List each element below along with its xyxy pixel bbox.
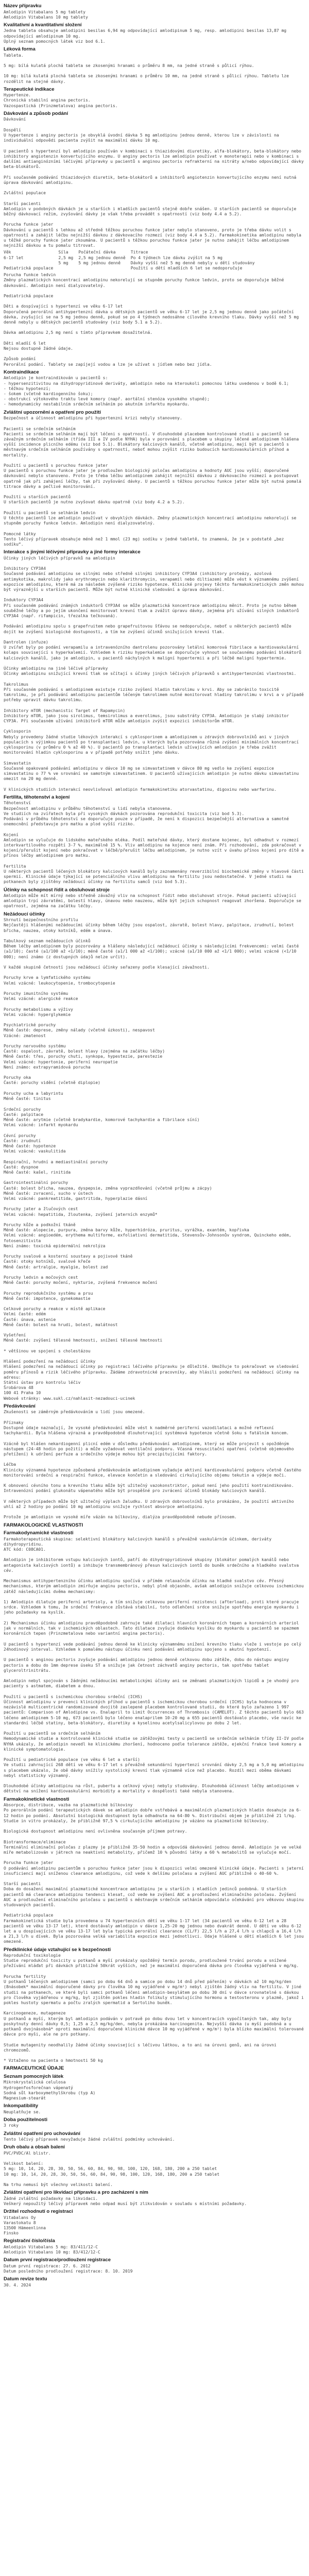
section-heading: Kvalitativní a kvantitativní složení (4, 22, 82, 28)
section-body-text: Amlodipin je kontraindikován u pacientů s: - hypersenzitivitou na dihydropyridinové deriváty, amlodipin nebo na kteroukoli pomocnou látku uvedenou v bodě 6.1; - těžkou hypotenzí; - šokem (včetně kardiogenního šoku); - obstrukcí výtokového traktu levé komory (např. aortální stenóza vysokého stupně); - hemodynamicky nestabilním srdečním selháním po akutním infarktu myokardu. (4, 376, 289, 407)
table-row (4, 256, 260, 261)
section-heading: Seznam pomocných látek (4, 2073, 64, 2079)
section-body-text: Mikrokrystalická celulosa Hydrogenfosforečnan vápenatý Sodná sůl karboxymethylškrobu (typ A) Magnesium-stearát (4, 2080, 96, 2100)
section-heading: Název přípravku (4, 3, 42, 9)
table-cell: Použití u dětí mladších 6 let se nedoporučuje (130, 266, 243, 271)
section-heading: Fertilita, těhotenství a kojení (4, 794, 70, 800)
table-cell: Počáteční dávka (78, 250, 116, 255)
section-body-text: Farmakoterapeutická skupina: selektivní blokátory kalciových kanálů s převážně vaskulárním účinkem, deriváty dihydropyridinu. ATC kód: C08CA01. Amlodipin je inhibitorem vstupu kalciových iontů, patří do dihydropyridinové skupiny (blokátor pomalých kanálů nebo antagonista kalciových iontů) a inhibuje transmembránový přesun kalciových iontů do buněk srdečního a hladkého svalstva cév. Mechanismus antihypertenzního účinku amlodipinu spočívá v přímém relaxačním účinku na hladké svalstvo cév. Přesný mechanismus, kterým amlodipin zmírňuje anginu pectoris, nebyl plně objasněn, avšak amlodipin snižuje celkovou ischemickou zátěž následujícími dvěma mechanismy: 1) Amlodipin dilatuje periferní arterioly, a tím snižuje celkovou periferní rezistenci (afterload), proti které pracuje srdce. Vzhledem k tomu, že srdeční frekvence zůstává stabilní, toto odlehčení srdce snižuje spotřebu energie myokardu i jeho požadavky na kyslík. 2) Mechanismus účinku amlodipinu pravděpodobně zahrnuje také dilataci hlavních koronárních tepen a koronárních arteriol jak v normálních, tak v ischemických oblastech. Tato dilatace zvyšuje dodávku kyslíku do myokardu u pacientů se spazmem koronárních tepen (Prinzmetalova nebo variantní angina pectoris). U pacientů s hypertenzí vede podávání jednou denně ke klinicky významnému snížení krevního tlaku vleže i vestoje po celý 24hodinový interval. Vzhledem k pomalému nástupu účinku není podávání amlodipinu spojeno s akutní hypotenzí. U pacientů s anginou pectoris zvyšuje podávání amlodipinu jednou denně celkovou dobu zátěže, dobu do nástupu anginy pectoris a dobu do 1mm deprese úseku ST a snižuje jak četnost záchvatů anginy pectoris, tak spotřebu tablet glyceroltrinitrátu. Amlodipin nebyl spojován s žádnými nežádoucími metabolickými účinky ani se změnami plazmatických lipidů a je vhodný pro pacienty s astmatem, diabetem a dnou. Použití u pacientů s ischemickou chorobou srdeční (ICHS) Účinnost amlodipinu v prevenci klinických příhod u pacientů s ischemickou chorobou srdeční (ICHS) byla hodnocena v nezávislé multicentrické randomizované dvojitě zaslepené placebem kontrolované studii, do které bylo zařazeno 1 997 pacientů: Comparison of Amlodipine vs. Enalapril to Limit Occurrences of Thrombosis (CAMELOT). Z těchto pacientů bylo 663 léčeno amlodipinem 5-10 mg, 673 pacientů bylo léčeno enalaprilem 10-20 mg a 655 pacientů dostávalo placebo, vše navíc ke standardní léčbě statiny, beta-blokátory, diuretiky a kyselinou acetylsalicylovou po dobu 2 let. Použití u pacientů se srdečním selháním Hemodynamické studie a kontrolované klinické studie se zátěžovými testy u pacientů se srdečním selháním třídy II-IV podle NYHA ukázaly, že amlodipin nevedl ke klinickému zhoršení, hodnoceno podle tolerance zátěže, ejekční frakce levé komory a klinické symptomatologie. Použití u pediatrické populace (ve věku 6 let a starší) Ve studii zahrnující 268 dětí ve věku 6-17 let s převážně sekundární hypertenzí srovnání dávky 2,5 mg a 5,0 mg amlodipinu s placebem ukázalo, že obě dávky snížily systolický krevní tlak významně více než placebo. Rozdíl mezi oběma dávkami nebyl statisticky významný. Dlouhodobé účinky amlodipinu na růst, pubertu a celkový vývoj nebyly studovány. Dlouhodobá účinnost léčby amlodipinem v dětství na snížení kardiovaskulární morbidity a mortality v dospělosti také nebyla stanovena. (4, 1536, 304, 1794)
section-datum-revize-textu (4, 2276, 305, 2288)
section-body-text: Absorpce, distribuce, vazba na plazmatické bílkoviny Po perorálním podání terapeutických dávek se amlodipin dobře vstřebává a maximálních plazmatických hladin dosahuje za 6-12 hodin po podání. Absolutní biologická dostupnost byla odhadnuta na 64-80 %. Distribuční objem je přibližně 21 l/kg. Studie in vitro prokázaly, že přibližně 97,5 % cirkulujícího amlodipinu je vázáno na plazmatické bílkoviny. Biologická dostupnost amlodipinu není ovlivněna současným příjmem potravy. Biotransformace/eliminace Terminální eliminační poločas z plazmy je přibližně 35-50 hodin a odpovídá dávkování jednou denně. Amlodipin je ve velké míře metabolizován v játrech na neaktivní metabolity, přičemž 10 % původní látky a 60 % metabolitů se vylučuje močí. Porucha funkce jater O podávání amlodipinu pacientům s poruchou funkce jater jsou k dispozici velmi omezené klinické údaje. Pacienti s jaterní insuficiencí mají sníženou clearance amlodipinu, což vede k delšímu poločasu a zvýšení AUC přibližně o 40-60 %. Starší pacienti Doba do dosažení maximální plazmatické koncentrace amlodipinu je u starších i mladších jedinců podobná. U starších pacientů má clearance amlodipinu tendenci klesat, což vede ke zvýšení AUC a prodloužení eliminačního poločasu. Zvýšení AUC a prodloužení eliminačního poločasu u pacientů s městnavým srdečním selháním odpovídalo očekávání pro věkovou skupinu studovaných pacientů. Pediatrická populace Farmakokinetická studie byla provedena u 74 hypertenzních dětí ve věku 1-17 let (34 pacientů ve věku 6-12 let a 28 pacientů ve věku 13-17 let), které dostávaly amlodipin v dávce 1,25-20 mg jednou nebo dvakrát denně. U dětí ve věku 6-12 let a u dospívajících ve věku 13-17 let byla typická perorální clearance (CL/F) 22,5 l/h a 27,4 l/h u chlapců a 16,4 l/h a 21,3 l/h u dívek. Byla pozorována velká variabilita expozice mezi jednotlivci. Údaje hlášené u dětí mladších 6 let jsou omezené. (4, 1803, 304, 1944)
section-body-text: Neuplatňuje se. (4, 2109, 41, 2114)
section-body-text: Tento léčivý přípravek nevyžaduje žádné zvláštní podmínky uchovávání. (4, 2137, 175, 2142)
section-heading: Předklinické údaje vztahující se k bezpečnosti (4, 1946, 111, 1953)
section-davkovani-a-zpusob-podani (4, 111, 305, 249)
table-row (4, 250, 260, 255)
section-interakce-s-jinymi-lecivymi-pripravky-a-jine-formy-interakce (4, 549, 305, 792)
section-continued (4, 273, 305, 367)
section-body-text: Porucha funkce ledvin Změny plazmatických koncentrací amlodipinu nekorelují se stupněm poruchy funkce ledvin, proto se doporučuje běžné dávkování. Amlodipin není dialyzovatelný. Pediatrická populace Děti a dospívající s hypertenzí ve věku 6-17 let Doporučená perorální antihypertenzní dávka u dětských pacientů ve věku 6-17 let je 2,5 mg jednou denně jako počáteční dávka, zvyšující se na 5 mg jednou denně, pokud se po 4 týdnech nedosáhne cílového krevního tlaku. Dávky vyšší než 5 mg denně nebyly u dětských pacientů studovány (viz body 5.1 a 5.2). Dávka amlodipinu 2,5 mg není s tímto přípravkem dosažitelná. Děti mladší 6 let Nejsou dostupné žádné údaje. Způsob podání Perorální podání. Tablety se zapíjejí vodou a lze je užívat s jídlem nebo bez jídla. (4, 273, 299, 367)
section-farmakologicke-vlastnosti (4, 1522, 305, 1529)
section-doba-pouzitelnosti (4, 2117, 305, 2129)
section-body-text: Účinky jiných léčivých přípravků na amlodipin Inhibitory CYP3A4 Současné podávání amlodipinu se silnými nebo středně silnými inhibitory CYP3A4 (inhibitory proteázy, azolová antimykotika, makrolidy jako erythromycin nebo klarithromycin, verapamil nebo diltiazem) může vést k významnému zvýšení expozice amlodipinu, které má za následek zvýšené riziko hypotenze. Klinické projevy těchto farmakokinetických změn mohou být výraznější u starších pacientů. Může být nutné klinické sledování a úprava dávkování. Induktory CYP3A4 Při současném podávání známých induktorů CYP3A4 se může plazmatická koncentrace amlodipinu měnit. Proto je nutno během souběžné léčby a po jejím ukončení monitorovat krevní tlak a zvážit úpravu dávky, zejména při užívání silných induktorů CYP3A4 (např. rifampicin, třezalka tečkovaná). Podávání amlodipinu spolu s grapefruitem nebo grapefruitovou šťávou se nedoporučuje, neboť u některých pacientů může dojít ke zvýšení biologické dostupnosti, a tím ke zvýšení účinků snižujících krevní tlak. Dantrolen (infuze) U zvířat byly po podání verapamilu a intravenózního dantrolenu pozorovány letální komorová fibrilace a kardiovaskulární kolaps související s hyperkalemií. Vzhledem k riziku hyperkalemie se doporučuje vyhnout se současnému podávání blokátorů kalciových kanálů, jako je amlodipin, u pacientů náchylných k maligní hypertermii a při léčbě maligní hypertermie. Účinky amlodipinu na jiné léčivé přípravky Účinky amlodipinu snižující krevní tlak se sčítají s účinky jiných léčivých přípravků s antihypertenzními vlastnostmi. Takrolimus Při současném podávání s amlodipinem existuje riziko zvýšení hladin takrolimu v krvi. Aby se zabránilo toxicitě takrolimu, je při podávání amlodipinu pacientům léčeným takrolimem nutné monitorovat hladiny takrolimu v krvi a v případě potřeby upravit dávku takrolimu. Inhibitory mTOR (mechanistic Target of Rapamycin) Inhibitory mTOR, jako jsou sirolimus, temsirolimus a everolimus, jsou substráty CYP3A. Amlodipin je slabý inhibitor CYP3A. Při současném užívání inhibitorů mTOR může amlodipin zvýšit expozici inhibitorům mTOR. Cyklosporin Nebyly provedeny žádné studie lékových interakcí s cyklosporinem a amlodipinem u zdravých dobrovolníků ani v jiných populacích s výjimkou pacientů po transplantaci ledvin, u kterých byla pozorována různá zvýšení minimálních koncentrací cyklosporinu (v průměru 0 % až 40 %). U pacientů po transplantaci ledvin užívajících amlodipin je třeba zvážit monitorování hladin cyklosporinu a v případě potřeby snížit jeho dávku. Simvastatin Současné opakované podávání amlodipinu v dávce 10 mg se simvastatinem v dávce 80 mg vedlo ke zvýšení expozice simvastatinu o 77 % ve srovnání se samotným simvastatinem. U pacientů užívajících amlodipin je nutno dávku simvastatinu omezit na 20 mg denně. V klinických studiích interakcí neovlivňoval amlodipin farmakokinetiku atorvastatinu, digoxinu nebo warfarinu. (4, 555, 304, 792)
section-body-text: Amlodipin Vitabalans 5 mg tablety Amlodipin Vitabalans 10 mg tablety (4, 9, 88, 20)
table-cell: Po 4 týdnech lze dávku zvýšit na 5 mg (130, 255, 222, 260)
section-kvalitativni-a-kvantitativni-slozeni (4, 22, 305, 44)
section-heading: Farmakokinetické vlastnosti (4, 1796, 70, 1802)
section-body-text: 3 roky (4, 2123, 19, 2128)
section-body-text: Datum první registrace: 27. 6. 2012 Datum posledního prodloužení registrace: 8. 10. 2019 (4, 2263, 133, 2274)
section-body-text: Shrnutí bezpečnostního profilu Nejčastěji hlášenými nežádoucími účinky během léčby jsou ospalost, závratě, bolest hlavy, palpitace, zrudnutí, bolest břicha, nauzea, otoky kotníků, edém a únava. Tabulkový seznam nežádoucích účinků Během léčby amlodipinem byly pozorovány a hlášeny následující nežádoucí účinky s následujícími frekvencemi: velmi časté (≥1/10); časté (≥1/100 až <1/10); méně časté (≥1/1 000 až <1/100); vzácné (≥1/10 000 až <1/1 000); velmi vzácné (<1/10 000); není známo (z dostupných údajů nelze určit). V každé skupině četností jsou nežádoucí účinky seřazeny podle klesající závažnosti. Poruchy krve a lymfatického systému Velmi vzácné: leukocytopenie, trombocytopenie Poruchy imunitního systému Velmi vzácné: alergické reakce Poruchy metabolismu a výživy Velmi vzácné: hyperglykemie Psychiatrické poruchy Méně časté: deprese, změny nálady (včetně úzkosti), nespavost Vzácné: zmatenost Poruchy nervového systému Časté: ospalost, závratě, bolest hlavy (zejména na začátku léčby) Méně časté: třes, poruchy chuti, synkopa, hypestezie, parestezie Velmi vzácné: hypertonie, periferní neuropatie Není známo: extrapyramidová porucha Poruchy oka Časté: poruchy vidění (včetně diplopie) Poruchy ucha a labyrintu Méně časté: tinitus Srdeční poruchy Časté: palpitace Méně časté: arytmie (včetně bradykardie, komorové tachykardie a fibrilace síní) Velmi vzácné: infarkt myokardu Cévní poruchy Časté: zrudnutí Méně časté: hypotenze Velmi vzácné: vaskulitida Respirační, hrudní a mediastinální poruchy Časté: dyspnoe Méně časté: kašel, rinitida Gastrointestinální poruchy Časté: bolest břicha, nauzea, dyspepsie, změna vyprazdňování (včetně průjmu a zácpy) Méně časté: zvracení, sucho v ústech Velmi vzácné: pankreatitida, gastritida, hyperplazie dásní Poruchy jater a žlučových cest Velmi vzácné: hepatitida, žloutenka, zvýšení jaterních enzymů* Poruchy kůže a podkožní tkáně Méně časté: alopecie, purpura, změna barvy kůže, hyperhidróza, pruritus, vyrážka, exantém, kopřivka Velmi vzácné: angioedém, erythema multiforme, exfoliativní dermatitida, Stevensův-Johnsonův syndrom, Quinckeho edém, fotosenzitivita Není známo: toxická epidermální nekrolýza Poruchy svalové a kosterní soustavy a pojivové tkáně Časté: otoky kotníků, svalové křeče Méně časté: artralgie, myalgie, bolest zad Poruchy ledvin a močových cest Méně časté: poruchy močení, nykturie, zvýšená frekvence močení Poruchy reprodukčního systému a prsu Méně časté: impotence, gynekomastie Celkové poruchy a reakce v místě aplikace Velmi časté: edém Časté: únava, astenie Méně časté: bolest na hrudi, bolest, malátnost Vyšetření Méně časté: zvýšení tělesné hmotnosti, snížení tělesné hmotnosti * většinou ve spojení s cholestázou Hlášení podezření na nežádoucí účinky Hlášení podezření na nežádoucí účinky po registraci léčivého přípravku je důležité. Umožňuje to pokračovat ve sledování poměru přínosů a rizik léčivého přípravku. Žádáme zdravotnické pracovníky, aby hlásili podezření na nežádoucí účinky na adresu: Státní ústav pro kontrolu léčiv Šrobárova 48 100 41 Praha 10 Webové stránky: www.sukl.cz/nahlasit-nezadouci-ucinek (4, 918, 299, 1401)
table-cell: Věk (4, 250, 11, 255)
section-continued (4, 250, 305, 271)
section-body-text: PVC/PVDC/Al blistr. Velikost balení: 5 mg: 10, 14, 20, 28, 30, 50, 56, 60, 84, 90, 98, 100, 120, 168, 180, 200 a 250 tablet 10 mg: 10, 14, 20, 28, 30, 50, 56, 60, 84, 90, 98, 100, 120, 168, 180, 200 a 250 tablet Na trhu nemusí být všechny velikosti balení. (4, 2150, 220, 2187)
section-body-text: Amlodipin může mít mírný nebo středně závažný vliv na schopnost řídit nebo obsluhovat stroje. Pokud pacienti užívající amlodipin trpí závratěmi, bolestí hlavy, únavou nebo nauzeou, může být jejich schopnost reagovat zhoršena. Doporučuje se opatrnost, zejména na začátku léčby. (4, 893, 304, 909)
section-heading: Datum první registrace/prodloužení registrace (4, 2257, 111, 2263)
section-body-text: Dávkování Dospělí U hypertenze i anginy pectoris je obvyklá úvodní dávka 5 mg amlodipinu jednou denně, kterou lze v závislosti na individuální odpovědi pacienta zvýšit na maximální dávku 10 mg. U pacientů s hypertenzí byl amlodipin používán v kombinaci s thiazidovými diuretiky, alfa-blokátory, beta-blokátory nebo inhibitory angiotenzin konvertujícího enzymu. U anginy pectoris lze amlodipin používat v monoterapii nebo v kombinaci s dalšími antianginózními léčivými přípravky u pacientů s anginou pectoris refrakterní na nitráty a/nebo odpovídající dávky beta-blokátorů. Při současném podávání thiazidových diuretik, beta-blokátorů a inhibitorů angiotenzin konvertujícího enzymu není nutná úprava dávkování amlodipinu. Zvláštní populace Starší pacienti Amlodipin v podobných dávkách je u starších i mladších pacientů stejně dobře snášen. U starších pacientů se doporučuje běžný dávkovací režim, zvyšování dávky je však třeba provádět s opatrností (viz body 4.4 a 5.2). Porucha funkce jater Dávkování u pacientů s lehkou až středně těžkou poruchou funkce jater nebylo stanoveno, proto je třeba dávku volit s opatrností a zahájit léčbu nejnižší dávkou z dávkovacího rozmezí (viz body 4.4 a 5.2). Farmakokinetika amlodipinu nebyla u těžké poruchy funkce jater zkoumána. U pacientů s těžkou poruchou funkce jater je nutno zahájit léčbu amlodipinem nejnižší dávkou a tu pomalu titrovat. (4, 117, 304, 248)
table-cell: 5 mg (58, 260, 68, 265)
section-heading: Terapeutické indikace (4, 86, 55, 92)
section-heading: Zvláštní opatření pro likvidaci přípravku a pro zacházení s ním (4, 2190, 148, 2196)
section-nazev-pripravku (4, 3, 305, 20)
section-heading: Druh obalu a obsah balení (4, 2144, 65, 2150)
section-registracni-cislo-cisla (4, 2238, 305, 2255)
section-datum-prvni-registrace-prodlouzeni-registrace (4, 2257, 305, 2274)
section-predavkovani (4, 1403, 305, 1520)
section-kontraindikace (4, 369, 305, 408)
section-farmakodynamicke-vlastnosti (4, 1530, 305, 1794)
section-drzitel-rozhodnuti-o-registraci (4, 2209, 305, 2236)
section-body-text: Jedna tableta obsahuje amlodipini besilas 6,94 mg odpovídající amlodipinum 5 mg, resp. amlodipini besilas 13,87 mg odpovídající amlodipinum 10 mg. Úplný seznam pomocných látek viz bod 6.1. (4, 28, 287, 44)
table-row (4, 261, 260, 266)
section-seznam-pomocnych-latek (4, 2074, 305, 2101)
section-heading: Farmakodynamické vlastnosti (4, 1530, 74, 1536)
section-heading: Zvláštní upozornění a opatření pro použití (4, 409, 101, 415)
section-heading: Interakce s jinými léčivými přípravky a jiné formy interakce (4, 549, 141, 555)
section-ucinky-na-schopnost-ridit-a-obsluhovat-stroje (4, 887, 305, 909)
section-body-text: Reprodukční toxikologie Studie reprodukční toxicity u potkanů a myší prokázaly opožděný termín porodu, prodloužené trvání porodu a snížené přežívání mláďat při dávkách přibližně 50krát vyšších, než je maximální doporučená dávka pro člověka vyjádřená v mg/kg. Porucha fertility U potkanů léčených amlodipinem (samci po dobu 64 dnů a samice po dobu 14 dnů před pářením) v dávkách až 10 mg/kg/den (8násobek* maximální doporučené dávky pro člověka 10 mg vyjádřené v mg/m²) nebyl zjištěn žádný vliv na fertilitu. V jiné studii na potkanech, ve které byli samci potkanů léčeni amlodipin-besylátem po dobu 30 dní v dávce srovnatelné s dávkou pro člověka vyjádřenou v mg/kg, byl zjištěn pokles hladin folikuly stimulujícího hormonu a testosteronu v plazmě, jakož i pokles hustoty spermatu a počtu zralých spermatid a Sertoliho buněk. Karcinogeneze, mutageneze U potkanů a myší, kterým byl amlodipin podáván v potravě po dobu dvou let v koncentracích vypočítaných tak, aby byly poskytnuty denní dávky 0,5; 1,25 a 2,5 mg/kg/den, nebyla prokázána karcinogenita. Nejvyšší dávka (u myší podobná a u potkanů dvojnásobná* oproti maximální doporučené klinické dávce 10 mg vyjádřené v mg/m²) byla blízko maximální tolerované dávce pro myši, ale ne pro potkany. Studie mutagenity neodhalily žádné účinky související s léčivou látkou, a to ani na úrovni genů, ani na úrovni chromozomů. * Vztaženo na pacienta o hmotnosti 50 kg (4, 1953, 304, 2063)
section-predklinicke-udaje-vztahujici-se-k-bezpecnosti (4, 1947, 305, 2064)
section-body-text: Amlodipin Vitabalans 5 mg: 83/411/12-C Amlodipin Vitabalans 10 mg: 83/412/12-C (4, 2244, 100, 2255)
section-body-text: Žádné zvláštní požadavky na likvidaci. Veškerý nepoužitý léčivý přípravek nebo odpad musí být zlikvidován v souladu s místními požadavky. (4, 2196, 247, 2206)
section-heading: Dávkování a způsob podání (4, 110, 68, 116)
section-farmakokineticke-vlastnosti (4, 1797, 305, 1945)
section-heading: Datum revize textu (4, 2276, 47, 2282)
section-zvlastni-opatreni-pro-uchovavani (4, 2131, 305, 2143)
table-cell: Dávky vyšší než 5 mg denně nebyly u dětí studovány (130, 260, 255, 265)
section-fertilita-tehotenstvi-a-kojeni (4, 794, 305, 885)
section-heading: Držitel rozhodnutí o registraci (4, 2209, 73, 2215)
section-heading: Účinky na schopnost řídit a obsluhovat stroje (4, 887, 110, 893)
section-zvlastni-opatreni-pro-likvidaci-pripravku-a-pro-zachazeni-s-nim (4, 2190, 305, 2207)
table-row (4, 266, 260, 271)
table-cell: Titrace (130, 250, 148, 255)
section-heading: Zvláštní opatření pro uchovávání (4, 2130, 80, 2137)
section-lekova-forma (4, 46, 305, 84)
section-body-text: Hypertenze. Chronická stabilní angina pectoris. Vazospastická (Prinzmetalova) angina pectoris. (4, 93, 118, 108)
dosage-table (4, 250, 260, 271)
table-cell: Síla (58, 250, 68, 255)
table-cell: Pediatrická populace (4, 266, 54, 271)
table-cell: 6-17 let (4, 255, 24, 260)
section-body-text: 30. 4. 2024 (4, 2282, 31, 2287)
section-farmaceuticke-udaje (4, 2065, 305, 2072)
section-heading: Léková forma (4, 46, 36, 53)
table-cell: 5 mg jednou denně (78, 260, 121, 265)
section-druh-obalu-a-obsah-baleni (4, 2144, 305, 2188)
section-nezadouci-ucinky (4, 911, 305, 1401)
section-body-text: Bezpečnost a účinnost amlodipinu při hypertenzní krizi nebyly stanoveny. Pacienti se srdečním selháním Pacienti se srdečním selháním mají být léčeni s opatrností. V dlouhodobé placebem kontrolované studii u pacientů se závažným srdečním selháním (třída III a IV podle NYHA) byla v porovnání s placebem u skupiny léčené amlodipinem hlášena vyšší incidence plicního edému (viz bod 5.1). Blokátory kalciových kanálů, včetně amlodipinu, mají být u pacientů s městnavým srdečním selháním používány s opatrností, neboť mohou zvýšit riziko budoucích kardiovaskulárních příhod a mortality. Použití u pacientů s poruchou funkce jater U pacientů s poruchou funkce jater je prodloužen biologický poločas amlodipinu a hodnoty AUC jsou vyšší; doporučené dávkování nebylo stanoveno. Proto je třeba léčbu amlodipinem zahájit nejnižší dávkou z dávkovacího rozmezí a postupovat opatrně jak při zahájení léčby, tak při zvyšování dávky. U pacientů s těžkou poruchou funkce jater může být nutná pomalá titrace dávky a pečlivé monitorování. Použití u starších pacientů U starších pacientů je nutno zvyšovat dávku opatrně (viz body 4.2 a 5.2). Použití u pacientů se selháním ledvin U těchto pacientů lze amlodipin používat v obvyklých dávkách. Změny plazmatických koncentrací amlodipinu nekorelují se stupněm poruchy funkce ledvin. Amlodipin není dialyzovatelný. Pomocné látky Tento léčivý přípravek obsahuje méně než 1 mmol (23 mg) sodíku v jedné tabletě, to znamená, že je v podstatě „bez sodíku“. (4, 416, 301, 547)
section-heading: Registrační číslo/čísla (4, 2238, 55, 2244)
section-zvlastni-upozorneni-a-opatreni-pro-pouziti (4, 410, 305, 548)
section-body-text: Tableta. 5 mg: bílá kulatá plochá tableta se zkosenými hranami o průměru 8 mm, na jedné straně s půlicí rýhou. 10 mg: bílá kulatá plochá tableta se zkosenými hranami o průměru 10 mm, na jedné straně s půlicí rýhou. Tabletu lze rozdělit na stejné dávky. (4, 53, 289, 84)
section-inkompatibility (4, 2103, 305, 2115)
table-cell (78, 266, 131, 271)
section-heading: FARMACEUTICKÉ ÚDAJE (4, 2065, 64, 2072)
section-heading: Předávkování (4, 1403, 36, 1409)
section-heading: FARMAKOLOGICKÉ VLASTNOSTI (4, 1522, 83, 1528)
table-cell (58, 266, 78, 271)
table-cell: 2,5 mg (58, 255, 74, 260)
table-cell (4, 261, 58, 266)
section-terapeuticke-indikace (4, 87, 305, 109)
section-body-text: Těhotenství Bezpečnost amlodipinu v průběhu těhotenství u lidí nebyla stanovena. Ve studiích na zvířatech byla při vysokých dávkách pozorována reprodukční toxicita (viz bod 5.3). Podávání v průběhu těhotenství se doporučuje pouze v případě, že není k dispozici bezpečnější alternativa a samotné onemocnění představuje pro matku a plod vyšší riziko. Kojení Amlodipin se vylučuje do lidského mateřského mléka. Podíl mateřské dávky, který dostane kojenec, byl odhadnut v rozmezí interkvartilového rozpětí 3-7 %, maximálně 15 %. Vliv amlodipinu na kojence není znám. Při rozhodování, zda pokračovat v kojení/přerušit kojení nebo pokračovat v léčbě/přerušit léčbu amlodipinem, je nutno vzít v úvahu přínos kojení pro dítě a přínos léčby amlodipinem pro matku. Fertilita U některých pacientů léčených blokátory kalciových kanálů byly zaznamenány reverzibilní biochemické změny v hlavové části spermií. Klinické údaje týkající se potenciálního vlivu amlodipinu na fertilitu jsou nedostatečné. V jedné studii na potkanech byly zjištěny nežádoucí účinky na fertilitu samců (viz bod 5.3). (4, 801, 304, 885)
section-heading: Doba použitelnosti (4, 2116, 47, 2123)
section-heading: Kontraindikace (4, 369, 39, 375)
section-heading: Inkompatibility (4, 2103, 39, 2109)
section-body-text: Vitabalans Oy Varastokatu 8 13500 Hämeenlinna Finsko (4, 2215, 46, 2236)
section-body-text: Zkušenosti se záměrným předávkováním u lidí jsou omezené. Příznaky Dostupné údaje naznačují, že vysoké předávkování může vést k nadměrné periferní vazodilataci a možné reflexní tachykardii. Byla hlášena výrazná a pravděpodobně dlouhotrvající systémová hypotenze včetně šoku s fatálním koncem. Vzácně byl hlášen nekardiogenní plicní edém v důsledku předávkování amlodipinem, který se může projevit s opožděným nástupem (24-48 hodin po požití) a může vyžadovat ventilační podporu. Včasná resuscitační opatření (včetně objemového přetížení) k udržení perfuze a srdečního výdeje mohou být precipitujícími faktory. Léčba Klinicky významná hypotenze způsobená předávkováním amlodipinem vyžaduje aktivní kardiovaskulární podporu včetně častého monitorování srdeční a respirační funkce, elevace končetin a sledování cirkulujícího objemu tekutin a výdeje moči. K obnovení cévního tonu a krevního tlaku může být užitečný vazokonstriktor, pokud není jeho použití kontraindikováno. Intravenózní podání glukonátu vápenatého může být prospěšné pro zvrácení účinků blokády kalciových kanálů. V některých případech může být užitečný výplach žaludku. U zdravých dobrovolníků bylo prokázáno, že použití aktivního uhlí až 2 hodiny po podání 10 mg amlodipinu snižuje rychlost absorpce amlodipinu. Protože je amlodipin ve vysoké míře vázán na bílkoviny, dialýza pravděpodobně nebude přínosem. (4, 1410, 301, 1520)
table-cell: 2,5 mg jednou denně (78, 255, 126, 260)
section-heading: Nežádoucí účinky (4, 911, 45, 917)
